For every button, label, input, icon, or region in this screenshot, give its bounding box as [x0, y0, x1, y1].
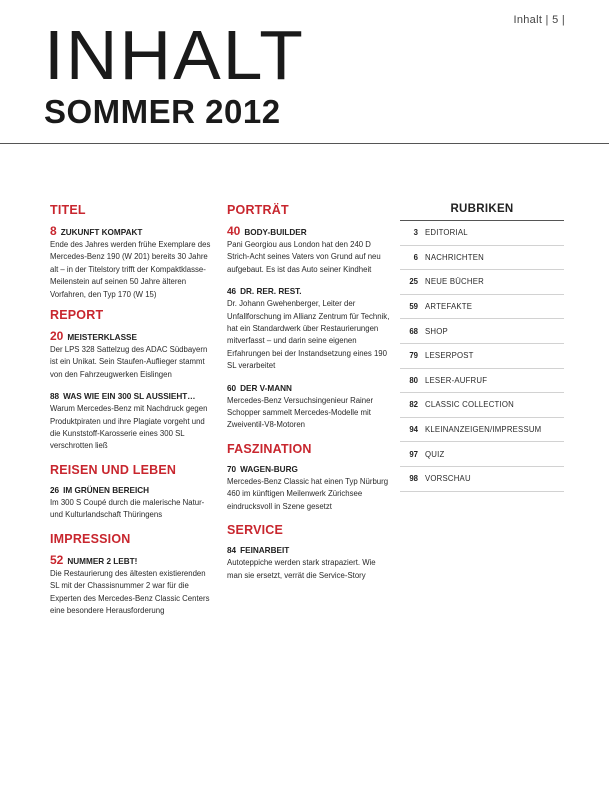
- toc-entry[interactable]: [227, 225, 391, 276]
- rubrik-page: 68: [409, 326, 418, 336]
- rubrik-item[interactable]: [400, 442, 564, 467]
- rubrik-label: LESERPOST: [425, 351, 474, 361]
- section-heading: SERVICE: [227, 523, 284, 538]
- entry-heading: DR. RER. REST.: [240, 287, 302, 297]
- section-heading: FASZINATION: [227, 441, 312, 456]
- page-number: 88: [50, 392, 60, 402]
- header-divider: [0, 143, 609, 144]
- rubriken-heading: RUBRIKEN: [400, 203, 564, 221]
- section-impression: [50, 532, 216, 618]
- rubriken-list: [400, 203, 564, 492]
- rubrik-item[interactable]: [400, 418, 564, 443]
- section-faszination: [227, 442, 391, 513]
- entry-teaser: Autoteppiche werden stark strapaziert. Wie man sie ersetzt, verrät die Service-Story: [227, 558, 376, 580]
- section-heading: TITEL: [50, 203, 86, 217]
- rubrik-label: CLASSIC COLLECTION: [425, 400, 514, 410]
- toc-entry[interactable]: [227, 383, 391, 432]
- entry-teaser: Mercedes-Benz Versuchsingenieur Rainer Schopper sammelt Mercedes-Modelle mit Zweiventil-V8-Motoren: [227, 395, 374, 430]
- entry-heading: BODY-BUILDER: [244, 228, 307, 237]
- rubrik-page: 79: [409, 351, 418, 361]
- toc-entry[interactable]: [227, 286, 391, 372]
- toc-entry[interactable]: [227, 545, 391, 582]
- rubrik-page: 25: [409, 277, 418, 287]
- section-reisen: [50, 463, 216, 522]
- section-heading: IMPRESSION: [50, 531, 131, 546]
- toc-entry[interactable]: [50, 485, 216, 522]
- entry-teaser: Dr. Johann Gwehenberger, Leiter der Unfallforschung im Allianz Zentrum für Technik, hat ein Standardwerk über Restaurierungen mitverfasst – und darin seine eigenen Erfahrungen bei der Instandsetzung eines 190 SL verarbeitet: [227, 299, 390, 371]
- page-folio: Inhalt | 5 |: [513, 14, 565, 26]
- rubrik-page: 6: [413, 252, 418, 262]
- rubrik-item[interactable]: [400, 369, 564, 394]
- entry-heading: WAS WIE EIN 300 SL AUSSIEHT…: [63, 392, 196, 402]
- entry-heading: DER V-MANN: [240, 383, 292, 393]
- entry-heading: ZUKUNFT KOMPAKT: [60, 228, 143, 237]
- section-heading: REISEN UND LEBEN: [50, 462, 177, 477]
- rubrik-page: 82: [409, 400, 418, 410]
- section-report: [50, 308, 216, 453]
- entry-heading: IM GRÜNEN BEREICH: [63, 485, 150, 495]
- rubrik-label: VORSCHAU: [425, 474, 471, 484]
- entry-teaser: Mercedes-Benz Classic hat einen Typ Nürburg 460 im künftigen Meilenwerk Zürichsee eindrucksvoll in Szene gesetzt: [227, 476, 389, 511]
- toc-column-middle: [227, 203, 391, 592]
- page-number: 84: [227, 546, 237, 556]
- section-titel: [50, 203, 216, 301]
- page-number: 46: [227, 287, 237, 297]
- rubrik-item[interactable]: [400, 467, 564, 492]
- rubrik-item[interactable]: [400, 246, 564, 271]
- toc-entry[interactable]: [50, 330, 216, 381]
- rubrik-label: LESER-AUFRUF: [425, 375, 488, 385]
- rubrik-label: EDITORIAL: [425, 228, 468, 238]
- page-number: 8: [50, 224, 57, 238]
- entry-teaser: Der LPS 328 Sattelzug des ADAC Südbayern ist ein Unikat. Sein Staufen-Auflieger stammt von den Fahrzeugwerken Eislingen: [50, 345, 208, 379]
- page-number: 60: [227, 383, 237, 393]
- rubrik-item[interactable]: [400, 344, 564, 369]
- rubrik-item[interactable]: [400, 393, 564, 418]
- page-subtitle: SOMMER 2012: [44, 93, 281, 130]
- page-number: 52: [50, 552, 64, 567]
- page-number: 70: [227, 464, 237, 474]
- page-number: 40: [227, 224, 241, 238]
- toc-entry[interactable]: [50, 554, 216, 618]
- toc-entry[interactable]: [50, 225, 216, 301]
- rubrik-page: 3: [413, 228, 418, 238]
- page-number: 20: [50, 329, 64, 344]
- rubrik-item[interactable]: [400, 270, 564, 295]
- page-title: INHALT: [44, 16, 305, 94]
- rubrik-item[interactable]: [400, 319, 564, 344]
- toc-entry[interactable]: [50, 391, 216, 453]
- rubrik-label: QUIZ: [425, 449, 445, 459]
- rubrik-label: NACHRICHTEN: [425, 252, 484, 262]
- rubrik-page: 80: [409, 375, 418, 385]
- section-portraet: [227, 203, 391, 432]
- rubrik-label: ARTEFAKTE: [425, 302, 473, 312]
- section-heading: REPORT: [50, 308, 104, 323]
- rubrik-page: 94: [409, 425, 418, 435]
- rubrik-label: KLEINANZEIGEN/IMPRESSUM: [425, 425, 542, 435]
- rubrik-label: SHOP: [425, 326, 448, 336]
- rubrik-page: 97: [409, 449, 418, 459]
- rubrik-page: 59: [409, 302, 418, 312]
- entry-heading: MEISTERKLASSE: [67, 333, 137, 343]
- rubrik-item[interactable]: [400, 221, 564, 246]
- entry-heading: WAGEN-BURG: [240, 464, 298, 474]
- section-heading: PORTRÄT: [227, 203, 289, 217]
- entry-heading: NUMMER 2 LEBT!: [67, 556, 138, 566]
- entry-heading: FEINARBEIT: [240, 546, 290, 556]
- entry-teaser: Im 300 S Coupé durch die malerische Natur- und Kulturlandschaft Thüringens: [50, 497, 205, 520]
- section-service: [227, 523, 391, 582]
- rubrik-label: NEUE BÜCHER: [425, 277, 484, 287]
- toc-entry[interactable]: [227, 464, 391, 513]
- page-number: 26: [50, 485, 60, 495]
- toc-column-left: [50, 203, 216, 627]
- rubrik-page: 98: [409, 474, 418, 484]
- entry-teaser: Warum Mercedes-Benz mit Nachdruck gegen Produktpiraten und ihre Plagiate vorgeht und die Kunststoff-Karosserie eines 300 SL verschrotten ließ: [50, 404, 208, 451]
- entry-teaser: Pani Georgiou aus London hat den 240 D Strich-Acht seines Vaters von Grund auf neu aufgebaut. Es ist das Auto seiner Kindheit: [227, 240, 381, 274]
- rubrik-item[interactable]: [400, 295, 564, 320]
- entry-teaser: Die Restaurierung des ältesten existierenden SL mit der Chassisnummer 2 war für die Experten des Mercedes-Benz Classic Centers eine besondere Herausforderung: [50, 568, 210, 615]
- entry-teaser: Ende des Jahres werden frühe Exemplare des Mercedes-Benz 190 (W 201) bereits 30 Jahre alt – in der Titelstory trifft der Kompaktklasse-Meilenstein auf seinen 50 Jahre älteren Vorfahren, den Typ 170 (W 15): [50, 240, 211, 299]
